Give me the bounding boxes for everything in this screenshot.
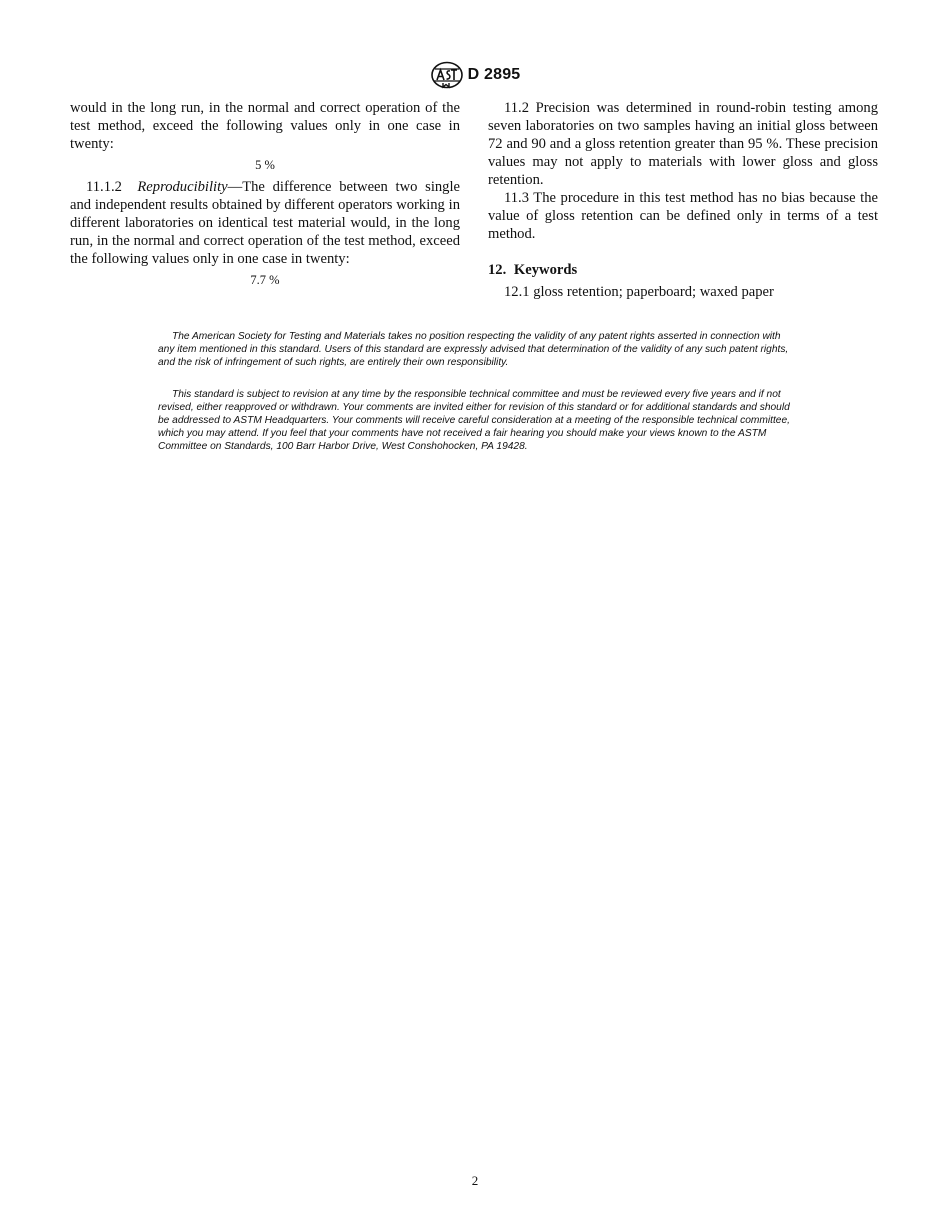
keywords-heading bbox=[488, 261, 878, 279]
page-header bbox=[0, 60, 950, 90]
keywords-heading-number: 12. bbox=[488, 262, 507, 278]
reproducibility-term: Reproducibility bbox=[137, 179, 228, 195]
paragraph-11-3: 11.3 The procedure in this test method has no bias because the value of gloss retention can be defined only in terms of a test method. bbox=[488, 190, 878, 242]
right-column bbox=[488, 99, 878, 301]
revision-notice: This standard is subject to revision at any time by the responsible technical committee and must be reviewed every five years and if not revised, either reapproved or withdrawn. Your comments are invited either for revision of this standard or for additional standards and should be addressed to ASTM Headquarters. Your comments will receive careful consideration at a meeting of the responsible technical committee, which you may attend. If you feel that your comments have not received a fair hearing you should make your views known to the ASTM Committee on Standards, 100 Barr Harbor Drive, West Conshohocken, PA 19428. bbox=[158, 389, 790, 452]
keywords-paragraph: 12.1 gloss retention; paperboard; waxed paper bbox=[504, 284, 774, 300]
repeatability-value: 5 % bbox=[255, 158, 275, 172]
header-designation-group bbox=[430, 61, 521, 89]
keywords-heading-text: Keywords bbox=[513, 262, 578, 278]
page-number: 2 bbox=[471, 1173, 479, 1188]
left-column bbox=[70, 99, 460, 293]
standard-designation: D 2895 bbox=[467, 66, 521, 83]
reproducibility-number: 11.1.2 bbox=[86, 179, 122, 195]
astm-logo-icon bbox=[430, 61, 464, 89]
continuation-paragraph: would in the long run, in the normal and correct operation of the test method, exceed the following values only in one case in twenty: bbox=[70, 100, 460, 152]
paragraph-11-2: 11.2 Precision was determined in round-robin testing among seven laboratories on two samples having an initial gloss between 72 and 90 and a gloss retention greater than 95 %. These precision values may not apply to materials with lower gloss and gloss retention. bbox=[488, 100, 878, 188]
standard-notices bbox=[158, 330, 792, 472]
reproducibility-paragraph bbox=[70, 178, 460, 268]
patent-notice: The American Society for Testing and Materials takes no position respecting the validity of any patent rights asserted in connection with any item mentioned in this standard. Users of this standard are expressly advised that determination of the validity of any such patent rights, and the risk of infringement of such rights, are entirely their own responsibility. bbox=[158, 331, 789, 368]
reproducibility-text: —The difference between two single and independent results obtained by different operators working in different laboratories on identical test material would, in the long run, in the normal and correct operation of the test method, exceed the following values only in one case in twenty: bbox=[70, 179, 460, 267]
reproducibility-value: 7.7 % bbox=[250, 273, 280, 287]
